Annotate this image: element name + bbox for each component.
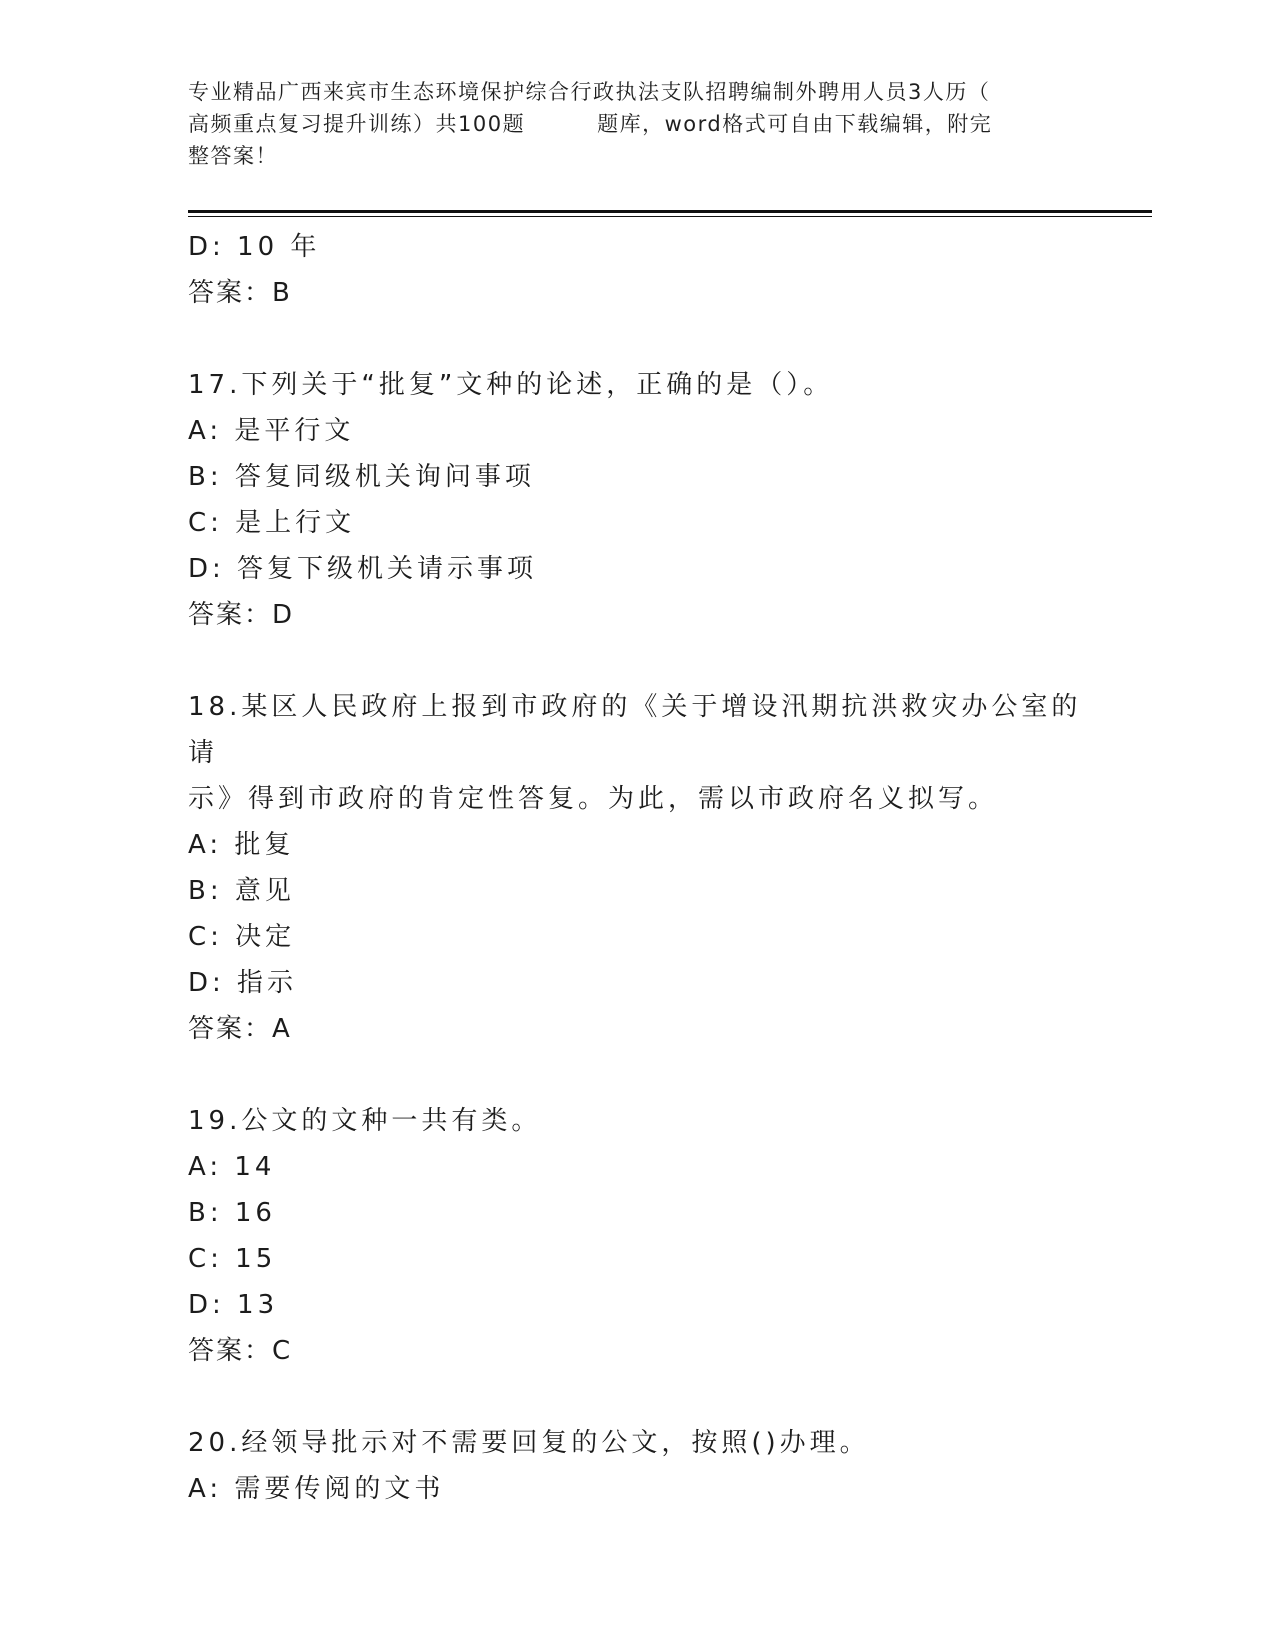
header-line-1: 专业精品广西来宾市生态环境保护综合行政执法支队招聘编制外聘用人员3人历（ [188,80,991,104]
question-18 [188,684,1088,1052]
option-a: A: 需要传阅的文书 [188,1474,445,1504]
question-text: 19.公文的文种一共有类。 [188,1106,542,1136]
document-header [188,76,1078,172]
prev-answer: 答案：B [188,278,292,308]
header-line-2 [188,108,1078,140]
option-c: C: 是上行文 [188,508,356,538]
header-line-2-part-b: 题库，word格式可自由下载编辑，附完 [597,112,993,136]
option-d: D: 指示 [188,968,298,998]
question-20 [188,1420,1088,1512]
question-17 [188,362,1088,638]
answer: 答案：A [188,1014,292,1044]
option-b: B: 答复同级机关询问事项 [188,462,535,492]
prev-option-d: D: 10 年 [188,232,321,262]
header-divider-thin [188,216,1152,217]
document-body [188,224,1088,1512]
option-a: A: 批复 [188,830,295,860]
question-19 [188,1098,1088,1374]
header-line-2-part-a: 高频重点复习提升训练）共100题 [188,112,526,136]
option-a: A: 是平行文 [188,416,355,446]
header-divider-thick [188,210,1152,213]
option-b: B: 16 [188,1198,276,1228]
option-d: D: 13 [188,1290,279,1320]
option-b: B: 意见 [188,876,295,906]
option-d: D: 答复下级机关请示事项 [188,554,538,584]
option-a: A: 14 [188,1152,276,1182]
question-text-line-2: 示》得到市政府的肯定性答复。为此，需以市政府名义拟写。 [188,784,999,814]
question-text: 20.经领导批示对不需要回复的公文，按照()办理。 [188,1428,870,1458]
answer: 答案：D [188,600,295,630]
question-text-line-1: 18.某区人民政府上报到市政府的《关于增设汛期抗洪救灾办公室的请 [188,692,1082,768]
header-line-3: 整答案！ [188,144,278,168]
option-c: C: 15 [188,1244,277,1274]
question-text: 17.下列关于“批复”文种的论述，正确的是（）。 [188,370,834,400]
answer: 答案：C [188,1336,293,1366]
option-c: C: 决定 [188,922,296,952]
